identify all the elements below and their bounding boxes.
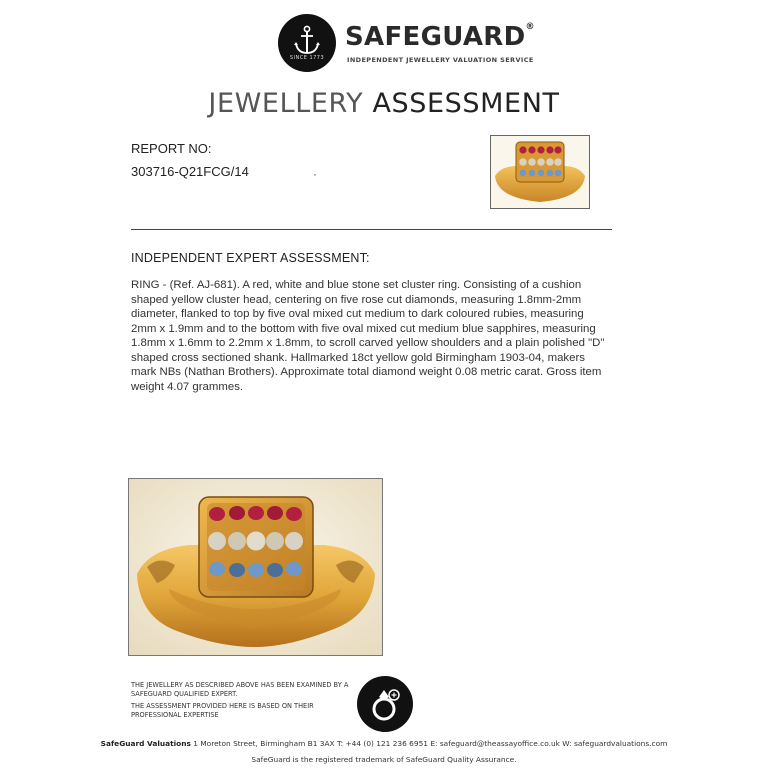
brand-name-text: SAFEGUARD [345,22,526,52]
ring-seal-icon [357,676,413,732]
title-light: JEWELLERY [208,88,364,119]
footer-address: 1 Moreton Street, Birmingham B1 3AX T: +44 (0) 121 236 6951 E: safeguard@theassayoffice.co.uk W: safeguardvaluations.com [190,739,668,748]
stray-mark: · [313,167,317,181]
expertise-note: THE ASSESSMENT PROVIDED HERE IS BASED ON THEIR PROFESSIONAL EXPERTISE [131,702,314,719]
ring-photo-illustration [129,479,382,655]
report-label: REPORT NO: [131,141,212,156]
registered-mark: ® [525,22,535,32]
assessment-description: RING - (Ref. AJ-681). A red, white and blue stone set cluster ring. Consisting of a cushion shaped yellow cluster head, centering on five rose cut diamonds, measuring 1.8mm-2mm diameter, flanked to top by five oval mixed cut medium to dark coloured rubies, measuring 2mm x 1.9mm and to the bottom with five oval mixed cut medium blue sapphires, measuring 1.8mm x 1.6mm to 2.2mm x 1.8mm, to scroll carved yellow shoulders and a plain polished "D" shaped cross sectioned shank. Hallmarked 18ct yellow gold Birmingham 1903-04, makers mark NBs (Nathan Brothers). Approximate total diamond weight 0.08 metric carat. Gross item weight 4.07 grammes. [131,279,605,393]
anchor-icon [292,25,322,57]
section-divider [131,229,612,230]
footer-contact [0,739,768,748]
logo-since-text: SINCE 1773 [289,55,325,61]
page-title [0,88,768,119]
ring-seal-graphic [365,684,405,724]
footer-company: SafeGuard Valuations [100,739,191,748]
assessment-heading: INDEPENDENT EXPERT ASSESSMENT: [131,251,370,265]
ring-photo [128,478,383,656]
report-number: 303716-Q21FCG/14 [131,164,249,179]
footer-trademark: SafeGuard is the registered trademark of SafeGuard Quality Assurance. [251,755,517,764]
ring-thumbnail [490,135,590,209]
brand-name [345,22,535,52]
examined-note: THE JEWELLERY AS DESCRIBED ABOVE HAS BEEN EXAMINED BY A SAFEGUARD QUALIFIED EXPERT. [131,681,349,698]
brand-tagline: INDEPENDENT JEWELLERY VALUATION SERVICE [347,56,534,64]
ring-thumbnail-illustration [491,136,589,208]
brand-logo [278,14,336,72]
title-strong: ASSESSMENT [372,88,560,119]
